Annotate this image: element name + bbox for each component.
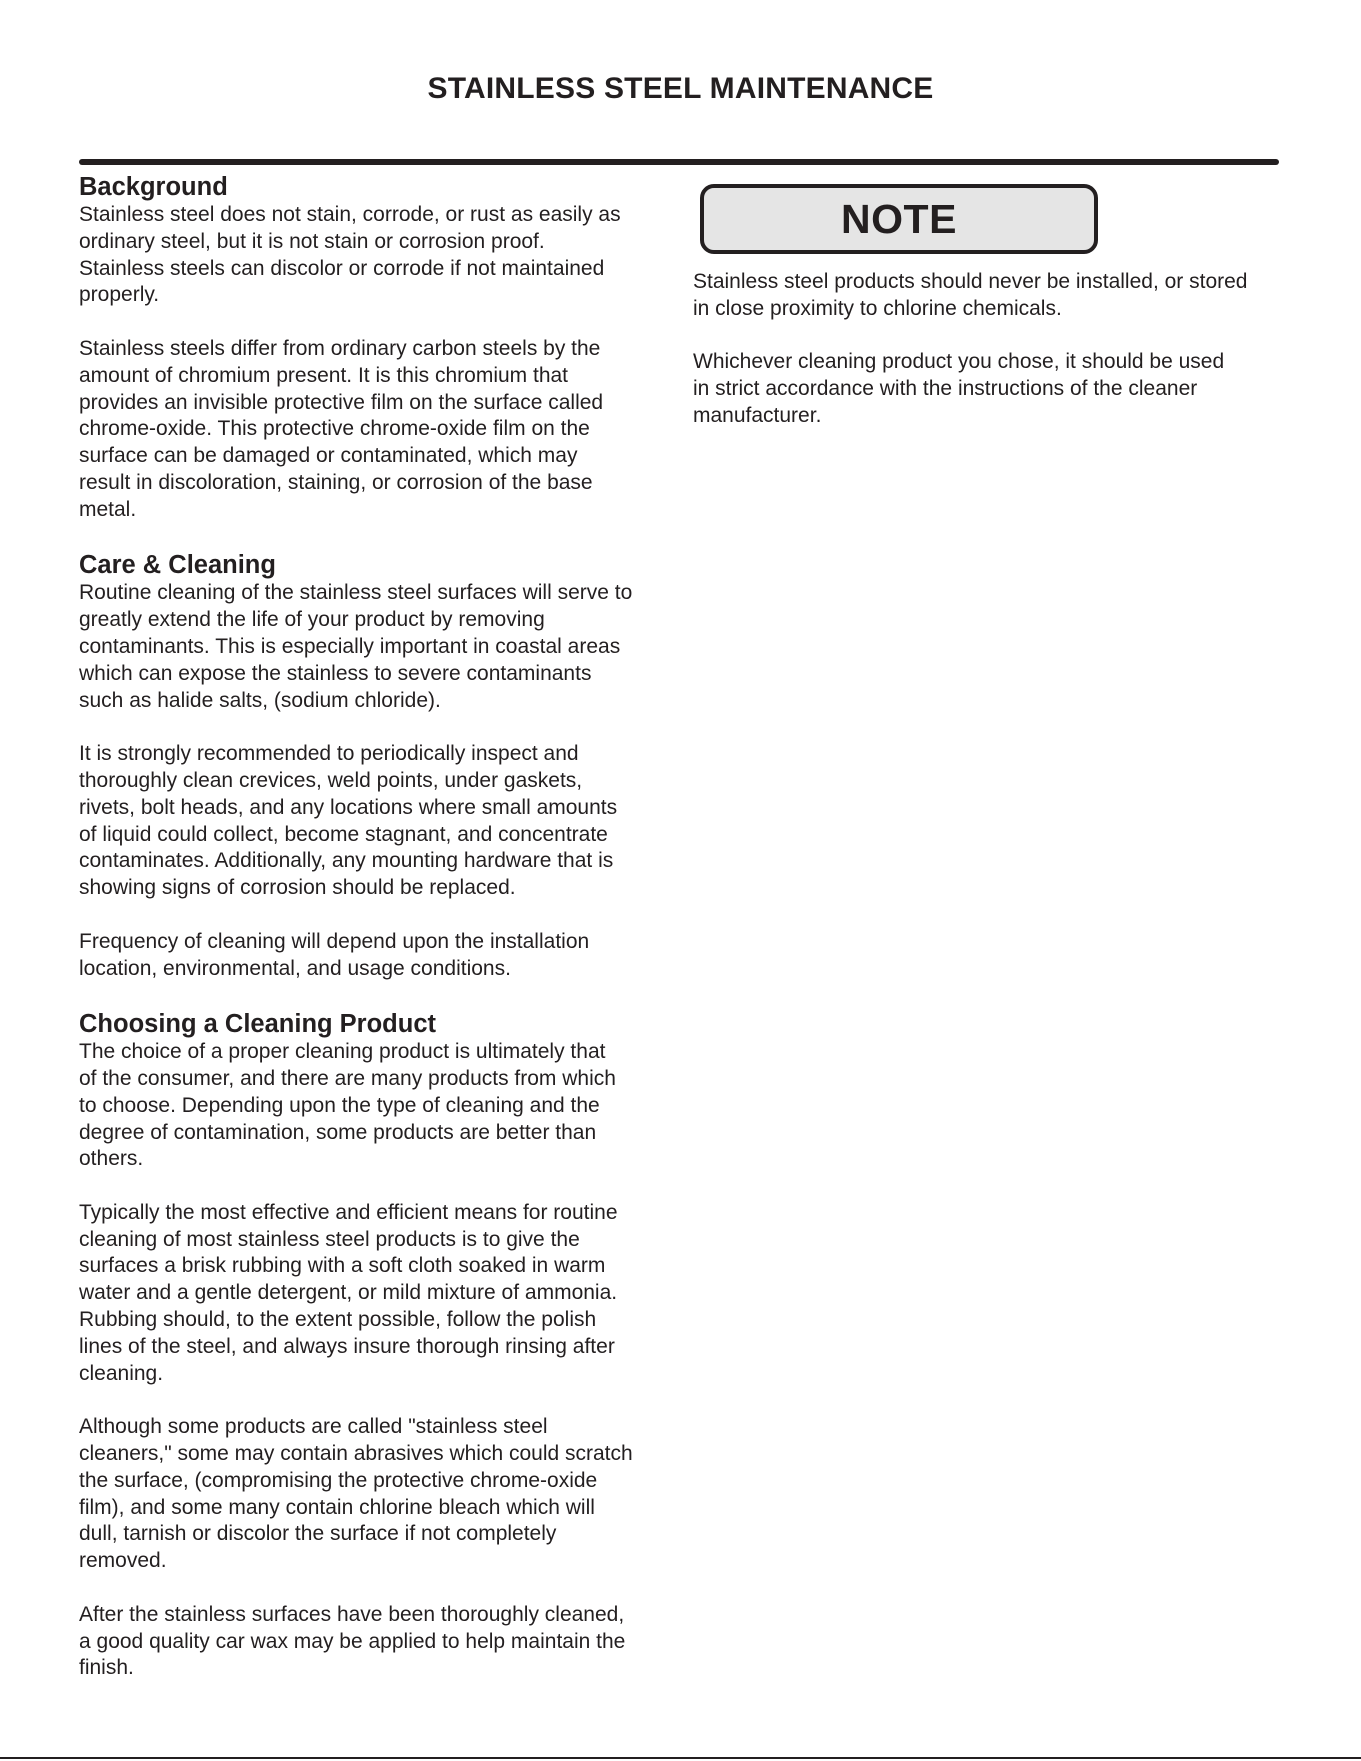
left-column — [79, 172, 679, 1709]
care-cleaning-paragraph-1: Routine cleaning of the stainless steel surfaces will serve to greatly extend the life of your product by removing contaminants. This is especially important in coastal areas which can expose the stainless to severe contaminants such as halide salts, (sodium chloride). — [79, 581, 633, 712]
background-paragraph-2: Stainless steels differ from ordinary carbon steels by the amount of chromium present. It is this chromium that provides an invisible protective film on the surface called chrome-oxide. This protective chrome-oxide film on the surface can be damaged or contaminated, which may result in discoloration, staining, or corrosion of the base metal. — [79, 336, 604, 521]
choosing-product-paragraph-1: The choice of a proper cleaning product is ultimately that of the consumer, and there are many products from which to choose. Depending upon the type of cleaning and the degree of contamination, some products are better than others. — [79, 1040, 616, 1171]
choosing-product-paragraph-4: After the stainless surfaces have been thoroughly cleaned, a good quality car wax may be applied to help maintain the finish. — [79, 1602, 626, 1680]
note-paragraph-2: Whichever cleaning product you chose, it should be used in strict accordance with the instructions of the cleaner manufacturer. — [693, 350, 1225, 427]
background-paragraph-1: Stainless steel does not stain, corrode, or rust as easily as ordinary steel, but it is not stain or corrosion proof. Stainless steels can discolor or corrode if not maintained properly. — [79, 203, 621, 307]
choosing-product-paragraph-3: Although some products are called "stainless steel cleaners," some may contain abrasives which could scratch the surface, (compromising the protective chrome-oxide film), and some many contain chlorine bleach which will dull, tarnish or discolor the surface if not completely removed. — [79, 1415, 633, 1573]
note-label: NOTE — [841, 195, 957, 242]
choosing-product-paragraph-2: Typically the most effective and efficient means for routine cleaning of most stainless steel products is to give the surfaces a brisk rubbing with a soft cloth soaked in warm water and a gentle detergent, or mild mixture of ammonia. Rubbing should, to the extent possible, follow the polish lines of the steel, and always insure thorough rinsing after cleaning. — [79, 1200, 618, 1385]
choosing-product-heading: Choosing a Cleaning Product — [79, 1010, 437, 1039]
bottom-divider — [0, 1757, 1361, 1759]
background-section — [79, 172, 679, 524]
title-divider — [79, 159, 1279, 165]
care-cleaning-heading: Care & Cleaning — [79, 551, 276, 580]
background-heading: Background — [79, 173, 228, 201]
care-cleaning-paragraph-2: It is strongly recommended to periodically inspect and thoroughly clean crevices, weld points, under gaskets, rivets, bolt heads, and any locations where small amounts of liquid could collect, become stagnant, and concentrate contaminates. Additionally, any mounting hardware that is showing signs of corrosion should be replaced. — [79, 742, 618, 900]
note-body — [693, 269, 1293, 430]
right-column — [693, 184, 1293, 457]
care-cleaning-paragraph-3: Frequency of cleaning will depend upon the installation location, environmental, and usage conditions. — [79, 929, 590, 980]
care-cleaning-section — [79, 550, 679, 982]
note-paragraph-1: Stainless steel products should never be installed, or stored in close proximity to chlorine chemicals. — [693, 270, 1248, 320]
note-banner — [700, 184, 1098, 254]
choosing-product-section — [79, 1009, 679, 1682]
page-title: STAINLESS STEEL MAINTENANCE — [427, 72, 934, 105]
